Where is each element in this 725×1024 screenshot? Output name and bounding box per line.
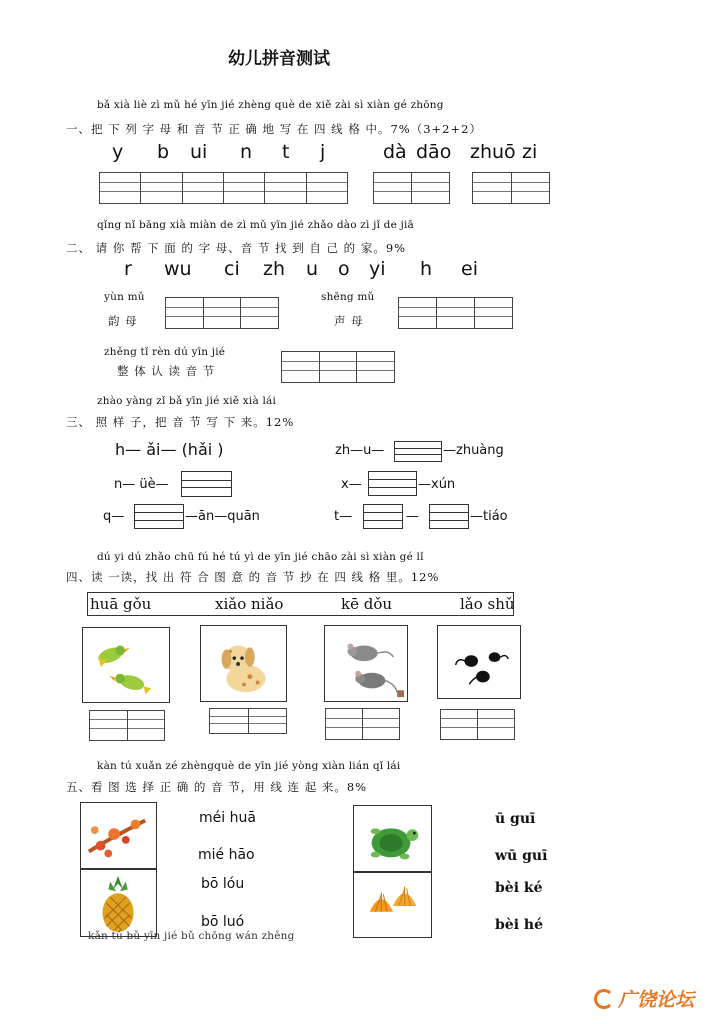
- s5-left-option[interactable]: méi huā: [199, 810, 256, 826]
- zhengti-grid[interactable]: [281, 351, 395, 383]
- watermark-logo: [594, 985, 694, 1012]
- s3-question: 三、 照 样 子，把 音 节 写 下 来。12%: [66, 415, 295, 429]
- s5-right-option[interactable]: bèi ké: [495, 880, 543, 896]
- s1-pinyin: bǎ xià liè zì mǔ hé yīn jié zhèng què de xiě zài sì xiàn gé zhōng: [97, 99, 444, 111]
- s2-letter: ei: [461, 258, 478, 280]
- s3-pinyin: zhào yàng zǐ bǎ yīn jié xiě xià lái: [97, 395, 277, 407]
- s3-item5-slot-b[interactable]: [429, 504, 469, 529]
- zhengti-pinyin: zhěng tǐ rèn dú yīn jié: [104, 346, 226, 358]
- s3-item5-left: t—: [334, 509, 353, 524]
- turtle-picture: [353, 805, 432, 872]
- s4-writing-grid[interactable]: [325, 708, 400, 740]
- page-title: 幼儿拼音测试: [228, 49, 330, 69]
- s1-letter: b: [157, 141, 170, 163]
- plum-flower-picture: [80, 802, 157, 869]
- s1-writing-grid[interactable]: [472, 172, 550, 204]
- s2-letter: h: [420, 258, 433, 280]
- s2-letter: yi: [369, 258, 386, 280]
- s5-pinyin: kàn tú xuǎn zé zhèngquè de yīn jié yòng xiàn lián qǐ lái: [97, 760, 401, 772]
- yunmu-label: 韵 母: [108, 314, 138, 328]
- dog-picture: [200, 625, 287, 702]
- shengmu-pinyin: shēng mǔ: [321, 291, 375, 303]
- s5-right-option[interactable]: ū guī: [495, 811, 536, 827]
- s4-word: xiǎo niǎo: [215, 595, 284, 613]
- s2-letter: o: [338, 258, 350, 280]
- s3-item4-left: q—: [103, 509, 125, 524]
- s1-syllable: dāo: [416, 141, 452, 163]
- s3-item5-mid: —: [406, 509, 419, 524]
- s5-left-option[interactable]: mié hāo: [198, 847, 255, 863]
- s3-item2-slot[interactable]: [181, 471, 232, 497]
- s1-syllable: zi: [522, 141, 538, 163]
- s4-writing-grid[interactable]: [440, 709, 515, 740]
- s3-item2-left: n— üè—: [114, 477, 169, 492]
- s4-pinyin: dú yi dú zhǎo chū fú hé tú yì de yīn jié chāo zài sì xiàn gé lǐ: [97, 551, 424, 563]
- s1-writing-grid[interactable]: [99, 172, 348, 204]
- s2-letter: zh: [263, 258, 286, 280]
- s2-letter: ci: [224, 258, 240, 280]
- s1-question: 一、把 下 列 字 母 和 音 节 正 确 地 写 在 四 线 格 中。7%（3+2+2）: [66, 122, 482, 136]
- tadpole-picture: [437, 625, 521, 699]
- s4-writing-grid[interactable]: [89, 710, 165, 741]
- s3-item1-left: zh—u—: [335, 443, 385, 458]
- s1-letter: ui: [190, 141, 208, 163]
- s5-question: 五、看 图 选 择 正 确 的 音 节，用 线 连 起 来。8%: [66, 780, 368, 794]
- s1-writing-grid[interactable]: [373, 172, 450, 204]
- s1-syllable: dà: [383, 141, 407, 163]
- shengmu-grid[interactable]: [398, 297, 513, 329]
- s2-letter: wu: [164, 258, 192, 280]
- s3-item5-right: —tiáo: [470, 509, 508, 524]
- s4-word: lǎo shǔ: [460, 595, 515, 613]
- s2-letter: u: [306, 258, 319, 280]
- s1-letter: j: [320, 141, 326, 163]
- s3-item5-slot-a[interactable]: [363, 504, 403, 529]
- s1-letter: n: [240, 141, 253, 163]
- pineapple-picture: [80, 869, 157, 937]
- s5-left-option[interactable]: bō luó: [201, 914, 245, 930]
- s4-word: huā gǒu: [90, 595, 152, 613]
- s4-word: kē dǒu: [341, 595, 393, 613]
- s2-pinyin: qǐng nǐ bāng xià miàn de zì mǔ yīn jié zhǎo dào zì jǐ de jiā: [97, 219, 415, 231]
- s5-left-option[interactable]: bō lóu: [201, 876, 245, 892]
- s1-letter: y: [112, 141, 124, 163]
- s3-item3-slot[interactable]: [368, 471, 417, 496]
- s1-letter: t: [282, 141, 290, 163]
- s4-writing-grid[interactable]: [209, 708, 287, 734]
- s3-item4-slot[interactable]: [134, 504, 184, 529]
- s3-item3-right: —xún: [418, 477, 456, 492]
- watermark-text: 广饶论坛: [618, 989, 695, 1011]
- s3-item1-right: —zhuàng: [443, 443, 504, 458]
- s2-letter: r: [124, 258, 132, 280]
- s5-right-option[interactable]: bèi hé: [495, 917, 543, 933]
- bird-picture: [82, 627, 170, 703]
- mouse-picture: [324, 625, 408, 702]
- s5-right-option[interactable]: wū guī: [495, 848, 548, 864]
- s3-item4-right: —ān—quān: [185, 509, 260, 524]
- s2-question: 二、 请 你 帮 下 面 的 字 母、音 节 找 到 自 己 的 家。9%: [66, 241, 407, 255]
- shengmu-label: 声 母: [334, 314, 364, 328]
- s1-syllable: zhuō: [470, 141, 516, 163]
- footer-pinyin: kǎn tú bǔ yīn jié bǔ chōng wán zhěng: [88, 930, 295, 942]
- yunmu-pinyin: yùn mǔ: [104, 291, 145, 303]
- zhengti-label: 整 体 认 读 音 节: [117, 364, 216, 378]
- s4-question: 四、读 一读，找 出 符 合 图 意 的 音 节 抄 在 四 线 格 里。12%: [66, 570, 440, 584]
- yunmu-grid[interactable]: [165, 297, 279, 329]
- shell-picture: [353, 872, 432, 938]
- s3-item3-left: x—: [341, 477, 362, 492]
- s3-example: h— ǎi— (hǎi ): [115, 440, 224, 459]
- s3-item1-slot[interactable]: [394, 441, 442, 462]
- watermark-icon: [594, 989, 614, 1009]
